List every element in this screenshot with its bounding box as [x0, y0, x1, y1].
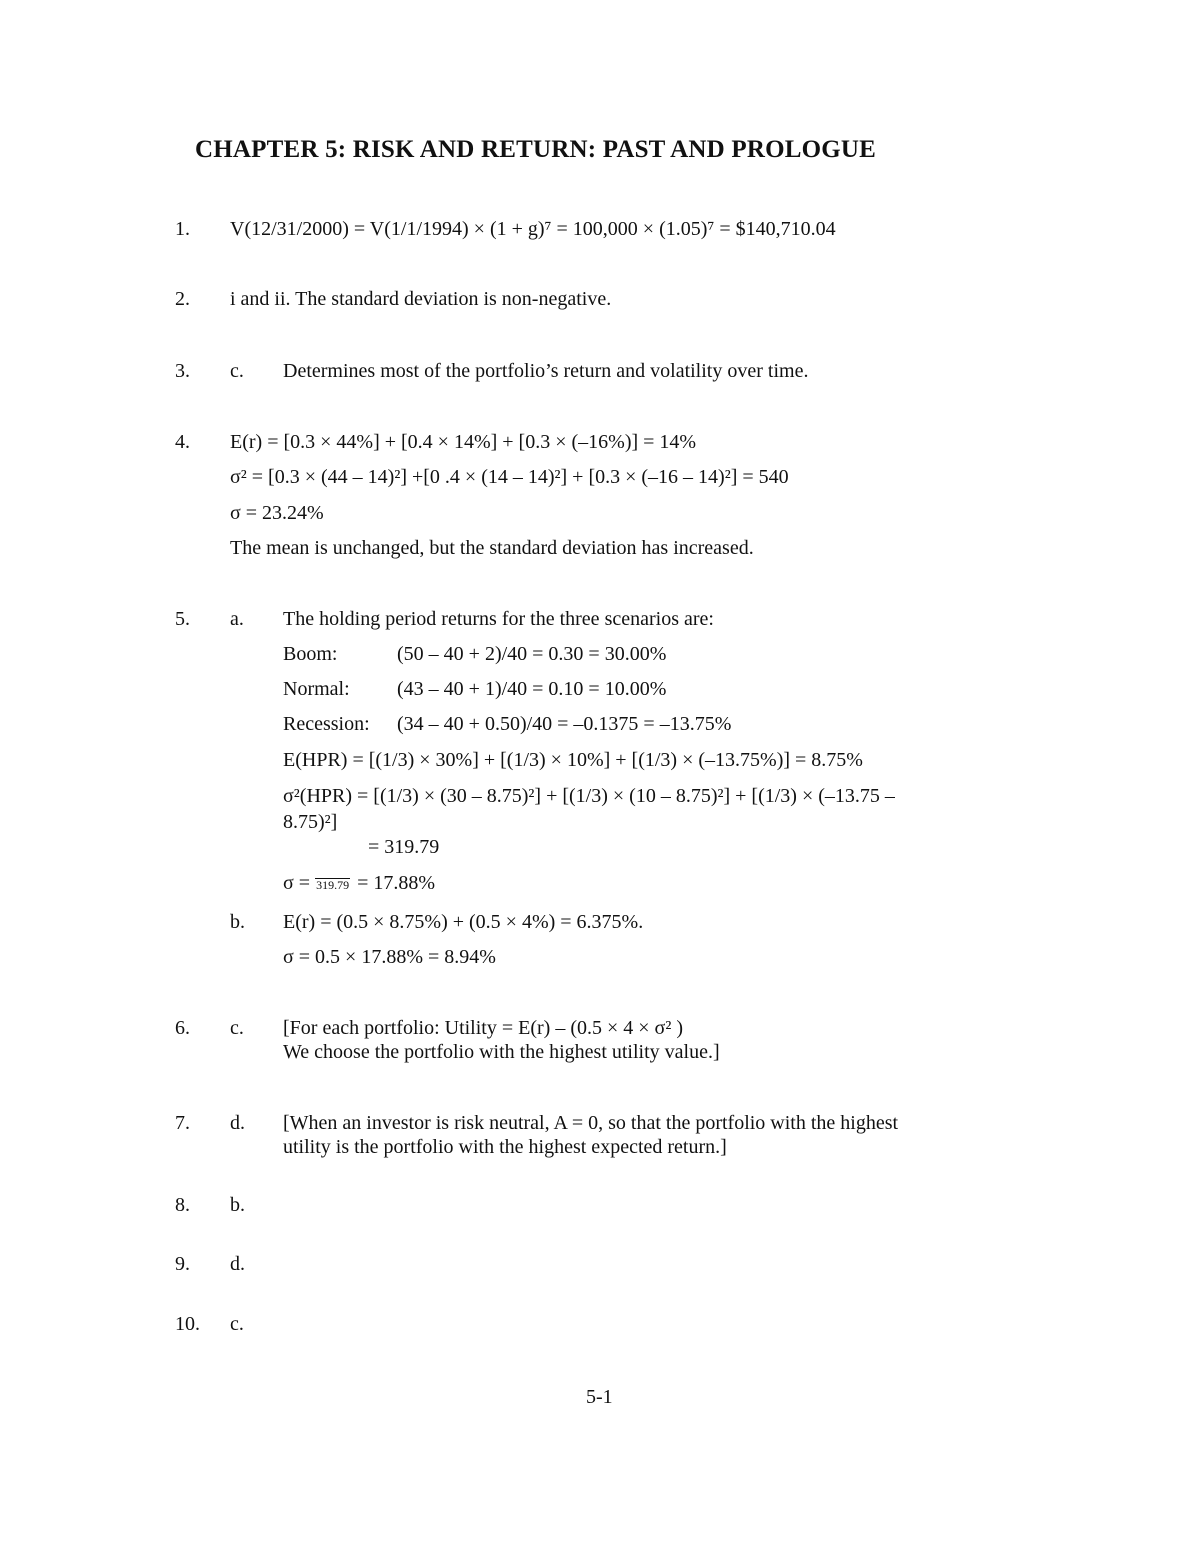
scenario-boom-value: (50 – 40 + 2)/40 = 0.30 = 30.00%: [397, 643, 667, 665]
question-5b-std-dev: σ = 0.5 × 17.88% = 8.94%: [283, 946, 496, 968]
question-5-number: 5.: [175, 608, 190, 630]
question-2-answer: i and ii. The standard deviation is non-negative.: [230, 288, 612, 310]
scenario-normal-label: Normal:: [283, 678, 350, 700]
variance-hpr-line-2: 8.75)²]: [283, 811, 338, 833]
question-1-answer: V(12/31/2000) = V(1/1/1994) × (1 + g)⁷ = 100,000 × (1.05)⁷ = $140,710.04: [230, 218, 836, 240]
square-root-value: 319.79: [316, 877, 350, 892]
scenario-boom-label: Boom:: [283, 643, 338, 665]
question-9-letter: d.: [230, 1253, 245, 1275]
question-9-number: 9.: [175, 1253, 190, 1275]
question-8-number: 8.: [175, 1194, 190, 1216]
question-10-number: 10.: [175, 1313, 200, 1335]
expected-hpr: E(HPR) = [(1/3) × 30%] + [(1/3) × 10%] + [(1/3) × (–13.75%)] = 8.75%: [283, 749, 863, 771]
chapter-title: CHAPTER 5: RISK AND RETURN: PAST AND PROLOGUE: [195, 136, 877, 163]
question-6-line-2: We choose the portfolio with the highest utility value.]: [283, 1041, 720, 1063]
question-8-letter: b.: [230, 1194, 245, 1216]
question-7-line-1: [When an investor is risk neutral, A = 0, so that the portfolio with the highest: [283, 1112, 899, 1134]
question-7-number: 7.: [175, 1112, 190, 1134]
sigma-prefix: σ =: [283, 872, 311, 894]
page-number: 5-1: [586, 1386, 613, 1408]
question-10-letter: c.: [230, 1313, 244, 1335]
question-3-letter: c.: [230, 360, 244, 382]
question-4-expected-return: E(r) = [0.3 × 44%] + [0.4 × 14%] + [0.3 × (–16%)] = 14%: [230, 431, 697, 453]
question-1-number: 1.: [175, 218, 190, 240]
question-7-letter: d.: [230, 1112, 245, 1134]
question-3-answer: Determines most of the portfolio’s return and volatility over time.: [283, 360, 809, 382]
question-4-std-dev: σ = 23.24%: [230, 502, 324, 524]
question-3-number: 3.: [175, 360, 190, 382]
question-2-number: 2.: [175, 288, 190, 310]
question-4-number: 4.: [175, 431, 190, 453]
question-5a-intro: The holding period returns for the three scenarios are:: [283, 608, 714, 630]
question-6-letter: c.: [230, 1017, 244, 1039]
question-6-line-1: [For each portfolio: Utility = E(r) – (0.5 × 4 × σ² ): [283, 1017, 683, 1039]
variance-hpr-line-1: σ²(HPR) = [(1/3) × (30 – 8.75)²] + [(1/3) × (10 – 8.75)²] + [(1/3) × (–13.75 –: [283, 785, 895, 807]
question-7-line-2: utility is the portfolio with the highest expected return.]: [283, 1136, 727, 1158]
question-5a-letter: a.: [230, 608, 244, 630]
question-6-number: 6.: [175, 1017, 190, 1039]
question-5b-expected-return: E(r) = (0.5 × 8.75%) + (0.5 × 4%) = 6.375%.: [283, 911, 644, 933]
std-dev-hpr: [283, 872, 435, 895]
question-5b-letter: b.: [230, 911, 245, 933]
question-4-variance: σ² = [0.3 × (44 – 14)²] +[0 .4 × (14 – 14)²] + [0.3 × (–16 – 14)²] = 540: [230, 466, 789, 488]
scenario-normal-value: (43 – 40 + 1)/40 = 0.10 = 10.00%: [397, 678, 667, 700]
sigma-result: = 17.88%: [357, 872, 436, 894]
variance-hpr-result: = 319.79: [368, 836, 440, 858]
scenario-recession-value: (34 – 40 + 0.50)/40 = –0.1375 = –13.75%: [397, 713, 732, 735]
question-4-conclusion: The mean is unchanged, but the standard deviation has increased.: [230, 537, 754, 559]
scenario-recession-label: Recession:: [283, 713, 370, 735]
